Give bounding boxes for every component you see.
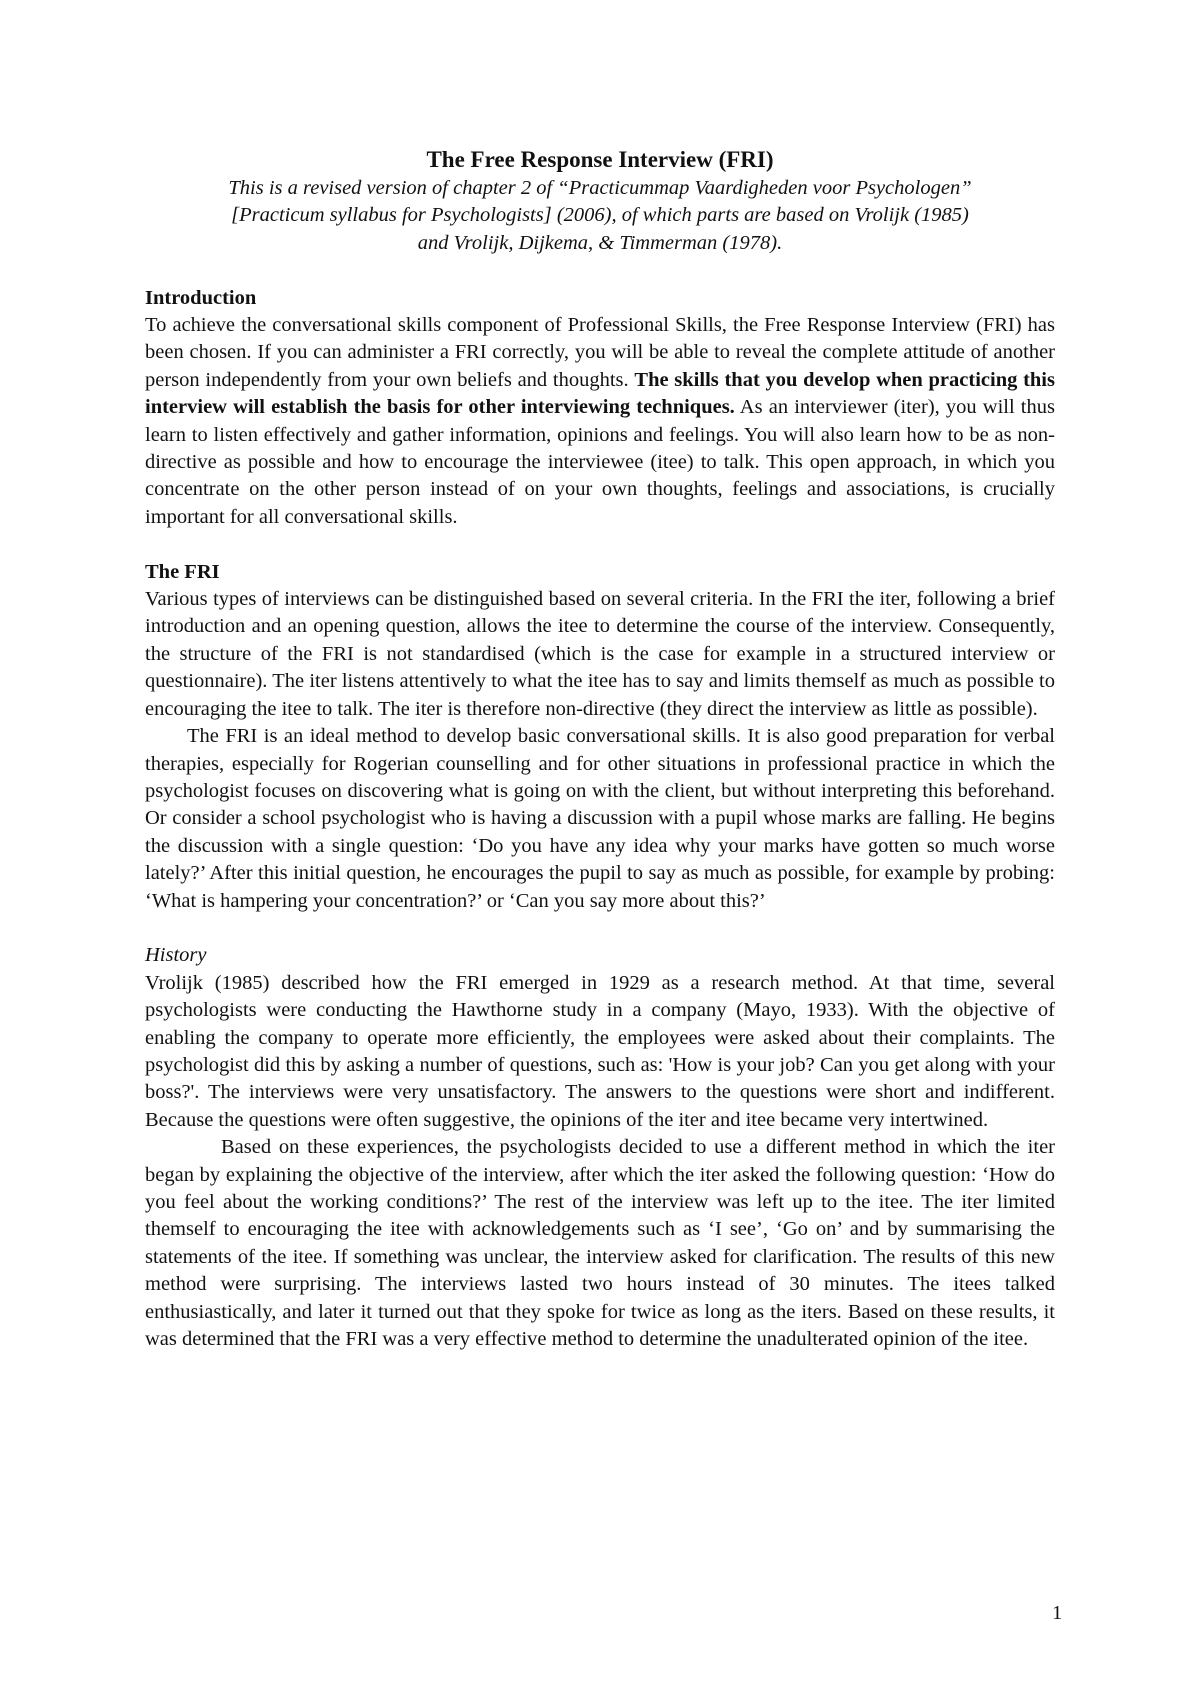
introduction-bold-text: The skills that you develop when practicing this interview will establish the basis for other interviewing techniques. <box>145 368 1055 419</box>
history-paragraph-2: Based on these experiences, the psychologists decided to use a different method in which the iter began by explaining the objective of the interview, after which the iter asked the following question: ‘How do you feel about the working conditions?’ The rest of the interview was left up to the itee. The iter limited themself to encouraging the itee with acknowledgements such as ‘I see’, ‘Go on’ and by summarising the statements of the itee. If something was unclear, the interview asked for clarification. The results of this new method were surprising. The interviews lasted two hours instead of 30 minutes. The itees talked enthusiastically, and later it turned out that they spoke for twice as long as the iters. Based on these results, it was determined that the FRI was a very effective method to determine the unadulterated opinion of the itee. <box>145 1136 1055 1351</box>
section-heading-history: History <box>145 944 207 967</box>
introduction-text-a: To achieve the conversational skills component of Professional Skills, the Free Response Interview (FRI) has been chosen. If you can administer a FRI correctly, you will be able to reveal the complete attitude of another person independently from your own beliefs and thoughts. <box>145 314 1055 391</box>
document-subtitle <box>145 175 1055 257</box>
subtitle-line: and Vrolijk, Dijkema, & Timmerman (1978). <box>417 231 783 254</box>
section-heading-introduction: Introduction <box>145 286 257 309</box>
fri-paragraph-1: Various types of interviews can be distinguished based on several criteria. In the FRI the iter, following a brief introduction and an opening question, allows the itee to determine the course of the interview. Consequently, the structure of the FRI is not standardised (which is the case for example in a structured interview or questionnaire). The iter listens attentively to what the itee has to say and limits themself as much as possible to encouraging the itee to talk. The iter is therefore non-directive (they direct the interview as little as possible). <box>145 588 1055 720</box>
page-number: 1 <box>1052 1602 1063 1624</box>
section-heading-fri: The FRI <box>145 560 220 583</box>
document-page <box>145 145 1055 1353</box>
document-title: The Free Response Interview (FRI) <box>426 147 774 172</box>
fri-paragraph-2: The FRI is an ideal method to develop basic conversational skills. It is also good preparation for verbal therapies, especially for Rogerian counselling and for other situations in professional practice in which the psychologist focuses on discovering what is going on with the client, but without interpreting this beforehand. Or consider a school psychologist who is having a discussion with a pupil whose marks are falling. He begins the discussion with a single question: ‘Do you have any idea why your marks have gotten so much worse lately?’ After this initial question, he encourages the pupil to say as much as possible, for example by probing: ‘What is hampering your concentration?’ or ‘Can you say more about this?’ <box>145 725 1055 912</box>
introduction-text-b: As an interviewer (iter), you will thus learn to listen effectively and gather information, opinions and feelings. You will also learn how to be as non-directive as possible and how to encourage the interviewee (itee) to talk. This open approach, in which you concentrate on the other person instead of on your own thoughts, feelings and associations, is crucially important for all conversational skills. <box>145 396 1055 528</box>
introduction-paragraph <box>145 312 1055 531</box>
history-paragraph-1: Vrolijk (1985) described how the FRI emerged in 1929 as a research method. At that time, several psychologists were conducting the Hawthorne study in a company (Mayo, 1933). With the objective of enabling the company to operate more efficiently, the employees were asked about their complaints. The psychologist did this by asking a number of questions, such as: 'How is your job? Can you get along with your boss?'. The interviews were very unsatisfactory. The answers to the questions were short and indifferent. Because the questions were often suggestive, the opinions of the iter and itee became very intertwined. <box>145 971 1055 1131</box>
subtitle-line: [Practicum syllabus for Psychologists] (2006), of which parts are based on Vrolijk (1985) <box>231 204 969 227</box>
subtitle-line: This is a revised version of chapter 2 of “Practicummap Vaardigheden voor Psychologen” <box>228 177 972 199</box>
